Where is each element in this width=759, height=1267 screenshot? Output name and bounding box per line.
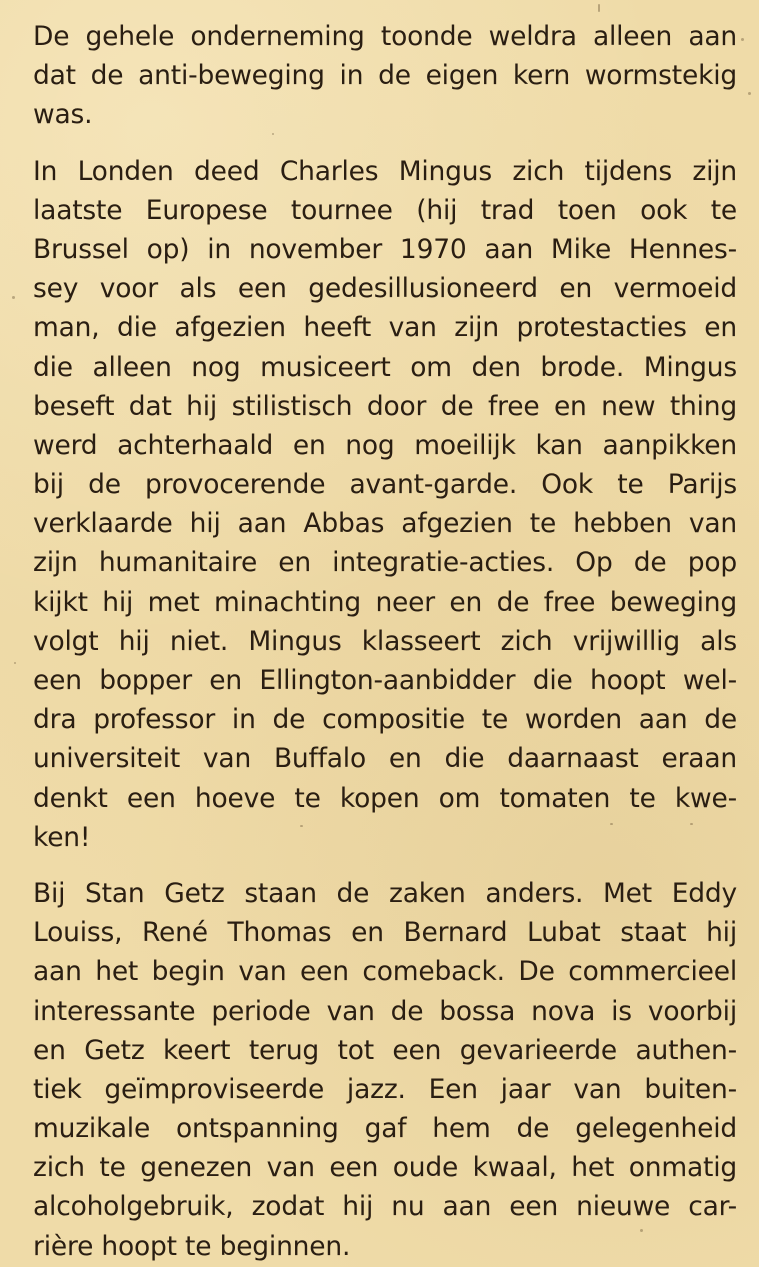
text-line: man, die afgezien heeft van zijn protestacties en [33,312,737,344]
print-speck [748,92,751,95]
text-line: dra professor in de compositie te worden aan de [33,704,737,736]
text-line: zich te genezen van een oude kwaal, het onmatig [33,1152,737,1184]
text-line: ken! [33,821,91,853]
print-speck [12,296,15,299]
text-line: werd achterhaald en nog moeilijk kan aanpikken [33,429,737,461]
text-line: kijkt hij met minachting neer en de free beweging [33,586,737,618]
text-line: bij de provocerende avant-garde. Ook te Parijs [33,469,737,501]
paragraph-1 [33,17,737,135]
text-line: en Getz keert terug tot een gevarieerde authen- [33,1034,737,1066]
text-line: Bij Stan Getz staan de zaken anders. Met Eddy [33,877,737,909]
text-line: In Londen deed Charles Mingus zich tijdens zijn [33,155,737,187]
text-line: Louiss, René Thomas en Bernard Lubat staat hij [33,917,737,949]
text-line: dat de anti-beweging in de eigen kern wormstekig [33,60,737,92]
text-line: volgt hij niet. Mingus klasseert zich vrijwillig als [33,625,737,657]
text-line: een bopper en Ellington-aanbidder die hoopt wel- [33,665,737,696]
text-line: universiteit van Buffalo en die daarnaast eraan [33,743,737,775]
text-line: alcoholgebruik, zodat hij nu aan een nieuwe car- [33,1191,737,1223]
text-line: laatste Europese tournee (hij trad toen ook te [33,194,737,226]
text-line: verklaarde hij aan Abbas afgezien te hebben van [33,508,737,540]
print-speck [14,662,16,664]
text-line: aan het begin van een comeback. De commercieel [33,956,737,988]
text-line: Brussel op) in november 1970 aan Mike Hennes- [33,233,737,265]
text-line: beseft dat hij stilistisch door de free en new thing [33,390,737,422]
text-line: interessante periode van de bossa nova is voorbij [33,995,737,1027]
print-speck [610,823,613,825]
text-line: rière hoopt te beginnen. [33,1230,351,1262]
print-speck [640,1229,643,1232]
text-line: sey voor als een gedesillusioneerd en vermoeid [33,273,737,305]
paragraph-2 [33,152,737,857]
print-speck [598,4,600,12]
text-line: denkt een hoeve te kopen om tomaten te kwe- [33,782,737,814]
print-speck [690,823,693,825]
text-line: tiek geïmproviseerde jazz. Een jaar van buiten- [33,1073,737,1105]
text-line: was. [33,99,93,131]
print-speck [272,133,274,135]
text-line: De gehele onderneming toonde weldra alleen aan [33,21,737,52]
paragraph-3 [33,874,737,1266]
print-speck [741,38,744,41]
print-speck [300,825,303,827]
text-line: zijn humanitaire en integratie-acties. Op de pop [33,547,737,579]
text-line: die alleen nog musiceert om den brode. Mingus [33,351,737,383]
text-line: muzikale ontspanning gaf hem de gelegenheid [33,1113,737,1145]
